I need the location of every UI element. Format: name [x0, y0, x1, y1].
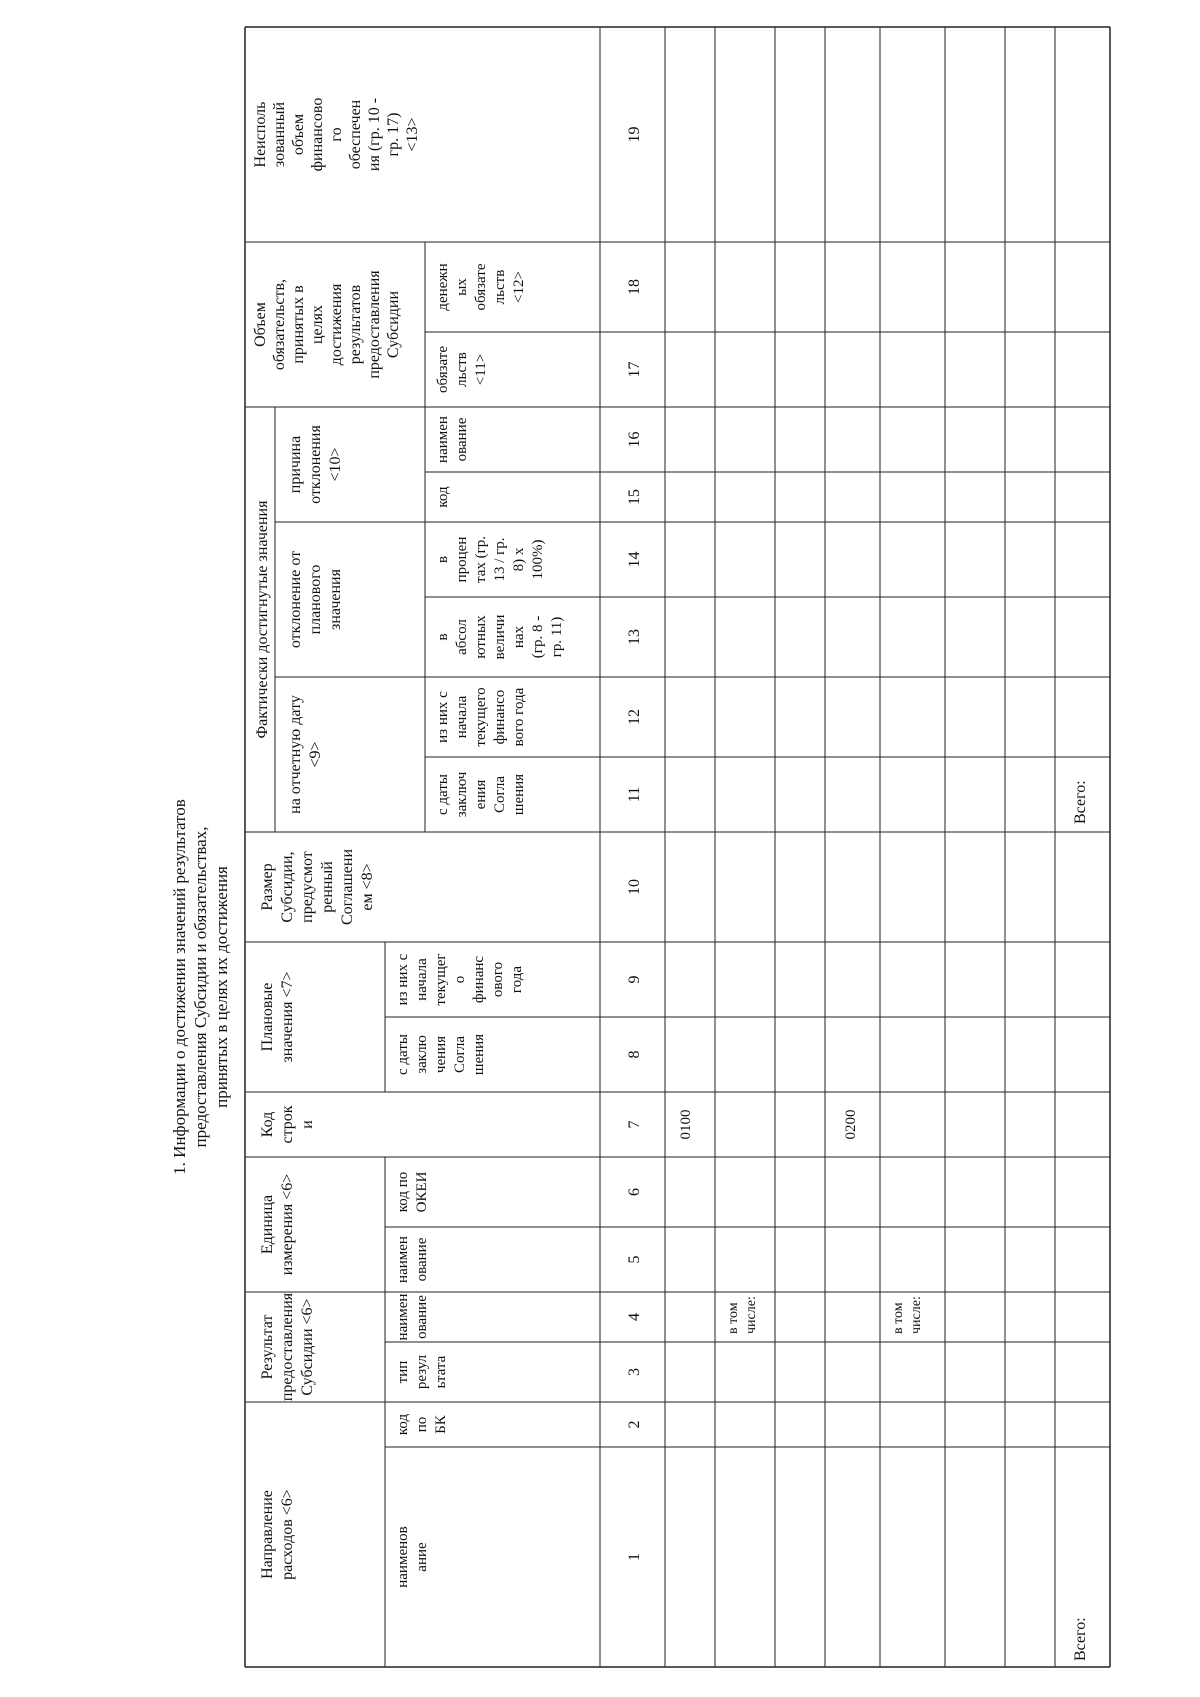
header-subsidy-size-line: Соглашени	[339, 848, 356, 926]
column-number-18: 18	[626, 279, 643, 295]
subheader-c9-line: начала	[414, 958, 430, 1001]
header-deviation-line: отклонение от	[287, 550, 304, 649]
header-actual	[254, 500, 271, 739]
column-number-11: 11	[626, 786, 643, 803]
subheader-c14-line: процен	[454, 536, 470, 583]
subheader-c14-line: 13 / гр.	[492, 537, 508, 582]
header-obligations-line: предоставления	[366, 270, 383, 379]
subheader-c3	[395, 1354, 449, 1389]
header-obligations-line: целях	[309, 304, 326, 345]
subheader-c12-line: из них с	[435, 691, 451, 743]
header-unused-line: го	[328, 127, 345, 142]
subheader-c13-line: (гр. 8 -	[530, 615, 546, 659]
subheader-c8-line: с даты	[395, 1034, 411, 1075]
subheader-c15-line: код	[435, 486, 451, 508]
subheader-c6-line: код по	[395, 1171, 411, 1213]
header-obligations	[252, 270, 402, 379]
subheader-c12-line: начала	[454, 695, 470, 739]
subheader-c18-line: ых	[454, 278, 470, 296]
subheader-c8	[395, 1034, 487, 1075]
including-label-a-line: в том	[726, 1302, 741, 1334]
subheader-c18	[435, 263, 527, 311]
column-number-6: 6	[626, 1188, 643, 1196]
including-label-a-line: числе:	[744, 1296, 759, 1334]
report-title-text-line: принятых в целях их достижения	[212, 866, 231, 1108]
header-direction	[259, 1489, 296, 1580]
subheader-c3-line: резул	[414, 1354, 430, 1390]
rotated-content	[170, 27, 1110, 1667]
column-number-5: 5	[626, 1255, 643, 1264]
total-label-right: Всего:	[1072, 780, 1089, 824]
header-subsidy-size-line: ем <8>	[359, 863, 376, 911]
subheader-c12-line: вого года	[511, 687, 527, 747]
header-result-line: предоставления	[279, 1292, 296, 1402]
column-number-14: 14	[626, 551, 643, 568]
header-result-line: Результат	[259, 1314, 276, 1380]
subheader-c16-line: наимен	[435, 416, 451, 463]
subheader-c9-line: о	[452, 975, 468, 984]
column-number-9: 9	[626, 975, 643, 984]
column-number-19: 19	[626, 126, 643, 143]
column-number-1: 1	[626, 1553, 643, 1561]
subheader-c18-line: денежн	[435, 263, 451, 311]
header-deviation	[287, 551, 344, 648]
header-row-code-line: Код	[259, 1111, 276, 1138]
subheader-c14-line: 8) х	[511, 547, 527, 572]
column-number-13: 13	[626, 629, 643, 645]
subheader-c9-line: финанс	[471, 955, 487, 1004]
subheader-c8-line: заклю	[414, 1035, 430, 1074]
subheader-c18-line: <12>	[511, 271, 527, 303]
header-subsidy-size	[259, 849, 376, 925]
header-planned-line: значения <7>	[279, 971, 296, 1063]
header-subsidy-size-line: Размер	[259, 863, 276, 911]
subheader-c14-line: тах (гр.	[473, 535, 489, 584]
header-reason-line: <10>	[327, 447, 344, 482]
header-unit-line: Единица	[259, 1194, 276, 1255]
subheader-c8-line: Согла	[452, 1035, 468, 1074]
row-code-0100: 0100	[678, 1109, 694, 1140]
report-title-text	[170, 799, 231, 1175]
subheader-c13-line: величи	[492, 614, 508, 660]
subheader-c16	[435, 416, 470, 463]
table-header	[252, 98, 643, 1588]
subheader-c13-line: абсол	[454, 619, 470, 655]
subheader-c14-line: в	[435, 555, 451, 564]
subheader-c13-line: ютных	[473, 615, 489, 659]
subheader-c2-line: код	[395, 1413, 411, 1436]
header-deviation-line: значения	[327, 569, 344, 630]
subheader-c9-line: года	[509, 965, 525, 994]
header-actual-line: Фактически достигнутые значения	[254, 500, 271, 739]
header-unused-line: финансово	[309, 97, 326, 172]
subheader-c17	[435, 346, 489, 393]
subheader-c9-line: ового	[490, 961, 506, 998]
header-result	[259, 1292, 316, 1401]
subheader-c13-line: гр. 11)	[549, 616, 565, 658]
column-number-15: 15	[626, 489, 643, 505]
subheader-c5	[395, 1236, 430, 1283]
subheader-c11-line: шения	[511, 773, 527, 816]
subheader-c13	[435, 615, 565, 660]
subheader-c9-line: из них с	[395, 953, 411, 1006]
header-planned	[259, 971, 296, 1062]
subheader-c4-line: ование	[414, 1295, 430, 1339]
header-obligations-line: Объем	[252, 302, 269, 347]
header-unit-line: измерения <6>	[279, 1173, 296, 1276]
subheader-c17-line: обязате	[435, 345, 451, 394]
header-obligations-line: обязательств,	[271, 278, 288, 371]
subheader-c11	[435, 771, 527, 817]
subheader-c8-line: чения	[433, 1035, 449, 1074]
header-unused-line: обеспечен	[347, 99, 364, 170]
header-unit	[259, 1174, 296, 1276]
subheader-c11-line: заключ	[454, 771, 470, 818]
header-subsidy-size-line: Субсидии,	[279, 851, 296, 923]
subheader-c12-line: финансо	[492, 689, 508, 745]
header-unused-line: гр. 17)	[385, 112, 402, 157]
subheader-c18-line: льств	[492, 269, 508, 305]
header-obligations-line: достижения	[328, 283, 345, 366]
subheader-c17-line: льств	[454, 352, 470, 387]
subheader-c8-line: шения	[471, 1033, 487, 1076]
header-on-date	[287, 695, 324, 814]
subheader-c12-line: текущего	[473, 687, 489, 747]
header-on-date-line: на отчетную дату	[287, 695, 304, 814]
subheader-c6-line: ОКЕИ	[414, 1171, 430, 1213]
subheader-c2-line: по	[414, 1416, 430, 1433]
row-code-0200: 0200	[843, 1109, 859, 1140]
header-on-date-line: <9>	[307, 741, 324, 768]
subheader-c1-line: наименов	[395, 1526, 411, 1588]
column-number-16: 16	[626, 431, 643, 448]
including-label-b-line: в том	[891, 1302, 906, 1334]
including-label-a	[726, 1296, 759, 1334]
subheader-c17-line: <11>	[473, 353, 489, 386]
subheader-c13-line: нах	[511, 625, 527, 649]
subheader-c9	[395, 953, 525, 1005]
subheader-c18-line: обязате	[473, 263, 489, 311]
column-number-3: 3	[626, 1368, 643, 1376]
header-row-code	[259, 1105, 316, 1143]
header-unused-line: Неисполь	[252, 101, 269, 168]
subheader-c5-line: ование	[414, 1237, 430, 1282]
including-label-b	[891, 1296, 924, 1334]
column-number-10: 10	[626, 879, 643, 895]
column-number-4: 4	[626, 1313, 643, 1321]
column-number-12: 12	[626, 709, 643, 725]
header-obligations-line: принятых в	[290, 285, 307, 364]
subheader-c12	[435, 687, 527, 746]
report-title	[170, 799, 231, 1175]
subheader-c14	[435, 536, 546, 583]
header-unused-line: объем	[290, 113, 307, 156]
subheader-c1	[395, 1526, 430, 1587]
report-title-text-line: 1. Информации о достижении значений результатов	[170, 799, 189, 1175]
subheader-c9-line: текущег	[433, 953, 449, 1006]
column-number-2: 2	[626, 1420, 643, 1429]
header-subsidy-size-line: предусмот	[299, 851, 316, 923]
subheader-c1-line: ание	[414, 1542, 430, 1572]
header-deviation-line: планового	[307, 564, 324, 635]
subheader-c2	[395, 1414, 449, 1436]
header-unused-line: ия (гр. 10 -	[366, 97, 383, 172]
subheader-c11-line: ения	[473, 779, 489, 810]
column-number-17: 17	[626, 361, 643, 378]
header-direction-line: Направление	[259, 1490, 276, 1579]
column-number-8: 8	[626, 1050, 643, 1059]
subheader-c6	[395, 1171, 430, 1212]
subheader-c13-line: в	[435, 633, 451, 641]
header-unused-line: зованный	[271, 101, 288, 168]
subheader-c11-line: Согла	[492, 775, 508, 814]
header-reason-line: причина	[287, 435, 304, 494]
header-unused-line: <13>	[404, 117, 421, 152]
subheader-c3-line: ьтата	[433, 1355, 449, 1389]
header-subsidy-size-line: ренный	[319, 861, 336, 913]
table-body	[678, 780, 1089, 1661]
subheader-c5-line: наимен	[395, 1236, 411, 1283]
subheader-c4	[395, 1294, 430, 1341]
header-obligations-line: Субсидии	[385, 290, 402, 359]
report-title-text-line: предоставления Субсидии и обязательствах,	[191, 826, 210, 1148]
header-result-line: Субсидии <6>	[299, 1298, 316, 1396]
including-label-b-line: числе:	[909, 1296, 924, 1334]
header-row-code-line: и	[299, 1120, 316, 1129]
subheader-c15	[435, 486, 451, 508]
header-row-code-line: строк	[279, 1105, 296, 1144]
header-unused	[252, 98, 421, 172]
total-label-left: Всего:	[1072, 1617, 1089, 1661]
header-reason	[287, 425, 344, 504]
header-planned-line: Плановые	[259, 982, 276, 1052]
header-reason-line: отклонения	[307, 425, 324, 504]
subheader-c14-line: 100%)	[530, 539, 546, 580]
subheader-c11-line: с даты	[435, 774, 451, 815]
subheader-c2-line: БК	[433, 1415, 449, 1434]
header-direction-line: расходов <6>	[279, 1489, 296, 1580]
column-number-7: 7	[626, 1120, 643, 1129]
subheader-c16-line: ование	[454, 417, 470, 462]
header-obligations-line: результатов	[347, 284, 364, 365]
subheader-c3-line: тип	[395, 1360, 411, 1384]
subheader-c4-line: наимен	[395, 1293, 411, 1341]
